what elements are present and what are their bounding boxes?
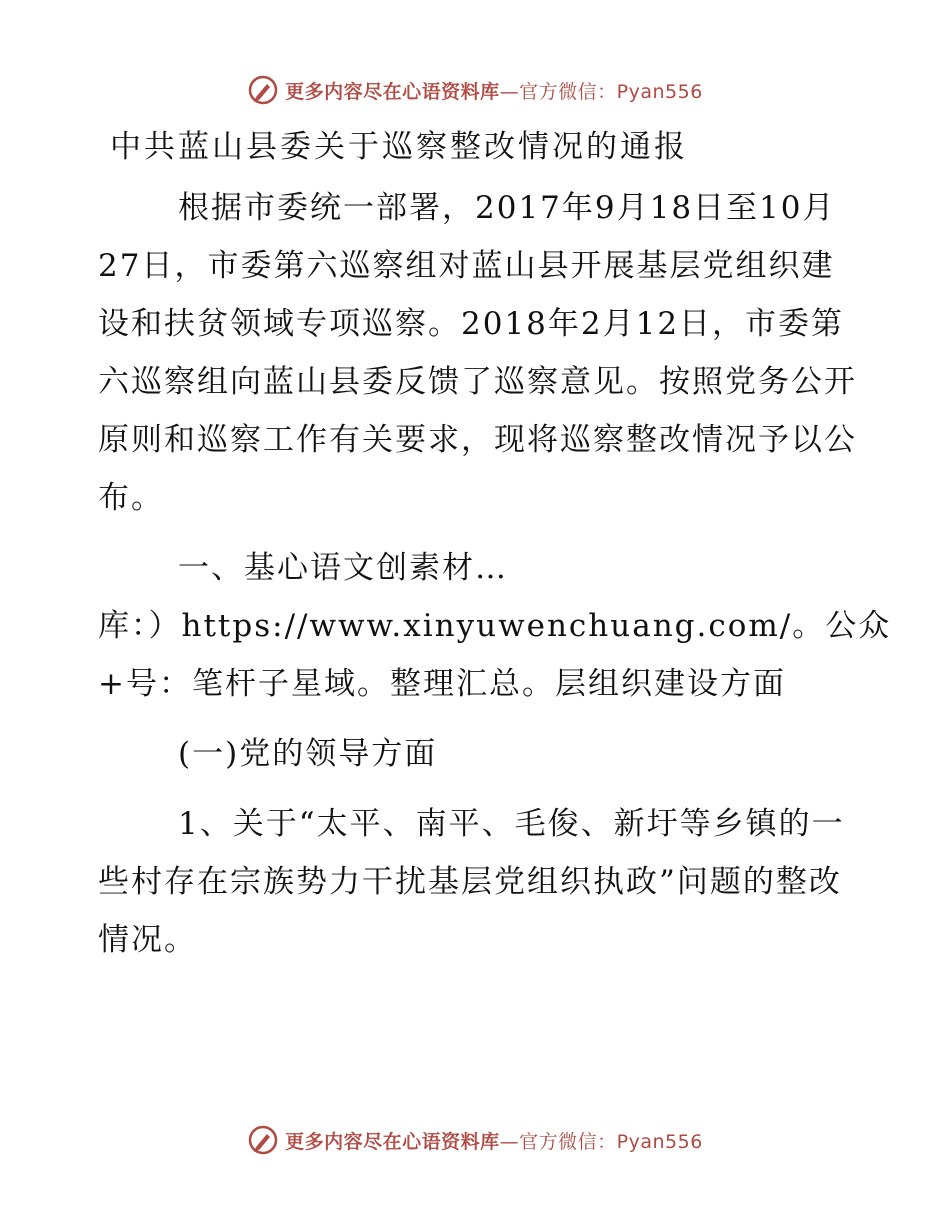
watermark-primary-text: 更多内容尽在心语资料库 <box>285 80 500 103</box>
watermark-header <box>0 70 950 110</box>
watermark-primary-text: 更多内容尽在心语资料库 <box>285 1130 500 1153</box>
watermark-secondary-text: —官方微信：Pyan556 <box>499 80 703 103</box>
section-heading-line3: +号：笔杆子星域。整理汇总。层组织建设方面 <box>98 666 786 702</box>
pen-logo-icon <box>247 74 279 106</box>
watermark-footer <box>0 1120 950 1160</box>
item-paragraph: 1、关于“太平、南平、毛俊、新圩等乡镇的一些村存在宗族势力干扰基层党组织执政”问题的整改情况。 <box>98 806 845 958</box>
document-title: 中共蓝山县委关于巡察整改情况的通报 <box>110 129 688 165</box>
intro-paragraph: 根据市委统一部署，2017年9月18日至10月27日，市委第六巡察组对蓝山县开展基层党组织建设和扶贫领域专项巡察。2018年2月12日，市委第六巡察组向蓝山县委反馈了巡察意见。按照党务公开原则和巡察工作有关要求，现将巡察整改情况予以公布。 <box>98 190 857 516</box>
section-heading-line2: 库：）https://www.xinyuwenchuang.com/。公众 <box>98 608 892 644</box>
section-heading-line1: 一、基心语文创素材… <box>178 550 508 586</box>
document-body <box>98 118 892 969</box>
pen-logo-icon <box>247 1124 279 1156</box>
watermark-secondary-text: —官方微信：Pyan556 <box>499 1130 703 1153</box>
subsection-heading: (一)党的领导方面 <box>178 736 438 772</box>
